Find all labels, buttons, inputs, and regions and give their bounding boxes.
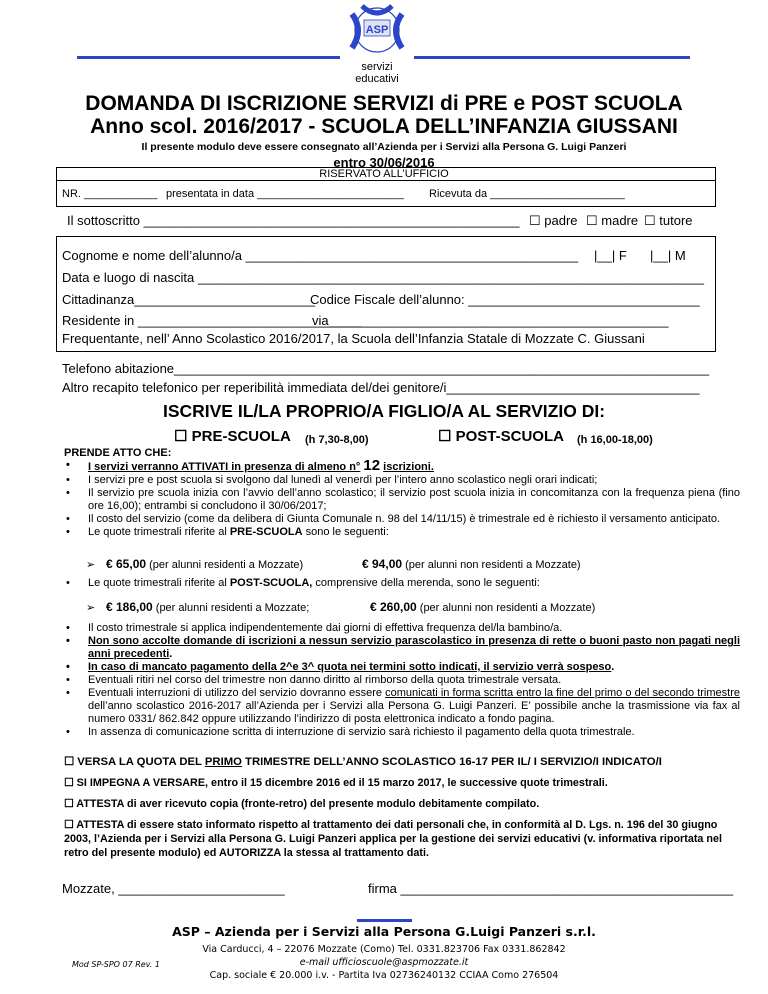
codice-fiscale-field[interactable]: Codice Fiscale dell’alunno: ________________________________ [310, 292, 700, 307]
checkbox-madre[interactable]: ☐ madre [586, 213, 639, 228]
pre-nonres-text: (per alunni non residenti a Mozzate) [405, 559, 581, 571]
pre-nonres-amount: € 94,00 [362, 557, 403, 571]
bullet-orari: • I servizi pre e post scuola si svolgono dal lunedì al venerdì per l’intero anno scolastico negli orari indicati; [88, 474, 740, 487]
checkbox-tutore[interactable]: ☐ tutore [644, 213, 693, 228]
bullet-ritiri: • Eventuali ritiri nel corso del trimestre non danno diritto al rimborso della quota trimestrale versata. [88, 674, 740, 687]
bullet-assenza: • In assenza di comunicazione scritta di interruzione di servizio sarà richiesto il pagamento della quota trimestrale. [88, 726, 740, 739]
deadline: entro 30/06/2016 [333, 155, 435, 170]
post-nonresident-fee [370, 601, 595, 615]
statement-impegna[interactable]: ☐ SI IMPEGNA A VERSARE, entro il 15 dicembre 2016 ed il 15 marzo 2017, le successive quote trimestrali. [64, 777, 608, 789]
bullet-non-accolte: • Non sono accolte domande di iscrizioni a nessun servizio parascolastico in presenza di rette o buoni pasto non pagati negli anni precedenti. [88, 635, 740, 661]
quote-post-text: Le quote trimestrali riferite al [88, 577, 230, 589]
interruzioni-underlined: comunicati in forma scritta entro la fine del primo o del secondo trimestre [385, 687, 740, 699]
versa-pre: ☐ VERSA LA QUOTA DEL [64, 756, 205, 768]
pre-hours: (h 7,30-8,00) [305, 434, 369, 446]
bullet-frequenza: • Il costo trimestrale si applica indipendentemente dai giorni di effettiva frequenza del/la bambino/a. [88, 622, 740, 635]
interruzioni-pre: Eventuali interruzioni di utilizzo del servizio dovranno essere [88, 687, 386, 699]
asp-logo [334, 4, 420, 60]
subtitle: Il presente modulo deve essere consegnato all’Azienda per i Servizi alla Persona G. Luigi Panzeri [141, 141, 627, 153]
office-nr[interactable]: NR. ____________ [62, 188, 158, 200]
frequentante-text: Frequentante, nell’ Anno Scolastico 2016/2017, la Scuola dell’Infanzia Statale di Mozzate C. Giussani [62, 331, 645, 346]
bullet-attivati [88, 459, 740, 474]
statement-attesta-privacy[interactable]: ☐ ATTESTA di essere stato informato rispetto al trattamento dei dati personali che, in conformità al D. Lgs. n. 196 del 30 giugno 2003, l’Azienda per i Servizi alla Persona G. Luigi Panzeri applica per la gestione dei servizi educativi (v. informativa riportata nel retro del presente modulo) ed AUTORIZZA la stessa al trattamento dati. [64, 819, 723, 859]
office-ricevuta[interactable]: Ricevuta da ______________________ [429, 188, 625, 200]
attivati-num: 12 [363, 457, 381, 474]
post-res-text: (per alunni residenti a Mozzate; [155, 602, 310, 614]
office-presentata[interactable]: presentata in data ________________________ [166, 188, 404, 200]
post-nonres-text: (per alunni non residenti a Mozzate) [419, 602, 596, 614]
statement-attesta-copia[interactable]: ☐ ATTESTA di aver ricevuto copia (fronte-retro) del presente modulo debitamente compilato. [64, 798, 540, 810]
place-date-field[interactable]: Mozzate, _______________________ [62, 881, 285, 896]
footer-capital: Cap. sociale € 20.000 i.v. - Partita Iva 02736240132 CCIAA Como 276504 [209, 970, 559, 981]
signature-field[interactable]: firma ______________________________________________ [368, 881, 734, 896]
non-accolte-text: Non sono accolte domande di iscrizioni a nessun servizio parascolastico in presenza di rette o buoni pasto non pagati negli anni precedenti [88, 635, 740, 660]
footer-email[interactable]: e-mail ufficioscuole@aspmozzate.it [299, 957, 469, 968]
interruzioni-post: dell’anno scolastico 2016-2017 all’Azienda per i Servizi alla Persona G. Luigi Panzeri. E’ possibile anche la trasmissione via fax al numero 0331/ 862.842 oppure utilizzando l’indirizzo di posta elettronica indicato a fondo pagina. [88, 700, 740, 725]
bullets-group-2 [88, 577, 740, 590]
residente-field[interactable]: Residente in _______________________________ [62, 313, 363, 328]
cittadinanza-field[interactable]: Cittadinanza_________________________ [62, 292, 316, 307]
iscrive-heading: ISCRIVE IL/LA PROPRIO/A FIGLIO/A AL SERVIZIO DI: [162, 401, 606, 421]
page-title-1: DOMANDA DI ISCRIZIONE SERVIZI di PRE e POST SCUOLA [85, 92, 683, 115]
sottoscritto-field[interactable]: Il sottoscritto ____________________________________________________ [67, 213, 520, 228]
logo-sub-1: servizi [361, 61, 393, 73]
header-rule-left [77, 56, 340, 59]
altro-recapito-field[interactable]: Altro recapito telefonico per reperibilità immediata del/dei genitore/i___________________________________ [62, 380, 700, 395]
sex-f-box[interactable]: |__| F [594, 248, 627, 263]
nascita-field[interactable]: Data e luogo di nascita ______________________________________________________________________ [62, 270, 704, 285]
telefono-field[interactable]: Telefono abitazione__________________________________________________________________________ [62, 361, 710, 376]
bullet-quote-post [88, 577, 740, 590]
arrow-icon: ➢ [86, 602, 96, 614]
versa-post: TRIMESTRE DELL’ANNO SCOLASTICO 16-17 PER IL/ I SERVIZIO/I INDICATO/I [241, 756, 662, 768]
bullet-costo: • Il costo del servizio (come da delibera di Giunta Comunale n. 98 del 14/11/15) è trimestrale ed è richiesto il versamento anticipato. [88, 513, 740, 526]
sex-m-box[interactable]: |__| M [650, 248, 686, 263]
statement-versa[interactable] [64, 755, 744, 769]
pre-nonresident-fee [362, 558, 581, 572]
footer-company: ASP – Azienda per i Servizi alla Persona G.Luigi Panzeri s.r.l. [172, 924, 596, 939]
sospeso-text: In caso di mancato pagamento della 2^e 3^ quota nei termini sotto indicati, il servizio verrà sospeso [88, 661, 612, 673]
attivati-pre: I servizi verranno ATTIVATI in presenza di almeno n° [88, 461, 361, 473]
header-rule-right [414, 56, 690, 59]
checkbox-padre[interactable]: ☐ padre [529, 213, 578, 228]
bullet-inizio: • Il servizio pre scuola inizia con l’avvio dell’anno scolastico; il servizio post scuola inizia in concomitanza con la frequenza piena (fino ore 16,00); entrambi si concludono il 30/06/2017; [88, 487, 740, 513]
office-heading: RISERVATO ALL’UFFICIO [319, 168, 449, 180]
post-hours: (h 16,00-18,00) [577, 434, 653, 446]
prende-heading: PRENDE ATTO CHE: [64, 447, 172, 459]
post-nonres-amount: € 260,00 [370, 600, 417, 614]
bullets-group-3 [88, 622, 740, 739]
office-heading-rule [56, 180, 715, 181]
cognome-field[interactable]: Cognome e nome dell’alunno/a ______________________________________________ [62, 248, 579, 263]
post-resident-fee [106, 601, 309, 615]
quote-pre-post: sono le seguenti: [302, 526, 389, 538]
quote-post-bold: POST-SCUOLA, [229, 577, 313, 589]
footer-rule [357, 919, 412, 922]
arrow-icon: ➢ [86, 559, 96, 571]
logo-text: ASP [365, 24, 389, 36]
bullet-sospeso: • In caso di mancato pagamento della 2^e 3^ quota nei termini sotto indicati, il servizio verrà sospeso. [88, 661, 740, 674]
via-field[interactable]: via_______________________________________________ [312, 313, 669, 328]
attivati-post: iscrizioni. [383, 461, 434, 473]
post-res-amount: € 186,00 [106, 600, 153, 614]
bullet-interruzioni [88, 687, 740, 726]
checkbox-post-scuola[interactable]: ☐ POST-SCUOLA [438, 428, 564, 445]
pre-res-amount: € 65,00 [106, 557, 147, 571]
versa-primo: PRIMO [204, 756, 242, 768]
bullet-quote-pre [88, 526, 740, 539]
logo-sub-2: educativi [355, 73, 399, 85]
checkbox-pre-scuola[interactable]: ☐ PRE-SCUOLA [174, 428, 291, 445]
quote-post-post: comprensive della merenda, sono le seguenti: [312, 577, 540, 589]
bullets-group-1 [88, 459, 740, 539]
quote-pre-text: Le quote trimestrali riferite al [88, 526, 230, 538]
page-title-2: Anno scol. 2016/2017 - SCUOLA DELL’INFANZIA GIUSSANI [90, 115, 678, 138]
quote-pre-bold: PRE-SCUOLA [229, 526, 303, 538]
module-code: Mod SP-SPO 07 Rev. 1 [72, 960, 160, 969]
pre-resident-fee [106, 558, 303, 572]
pre-res-text: (per alunni residenti a Mozzate) [149, 559, 304, 571]
footer-address: Via Carducci, 4 – 22076 Mozzate (Como) Tel. 0331.823706 Fax 0331.862842 [202, 944, 566, 955]
